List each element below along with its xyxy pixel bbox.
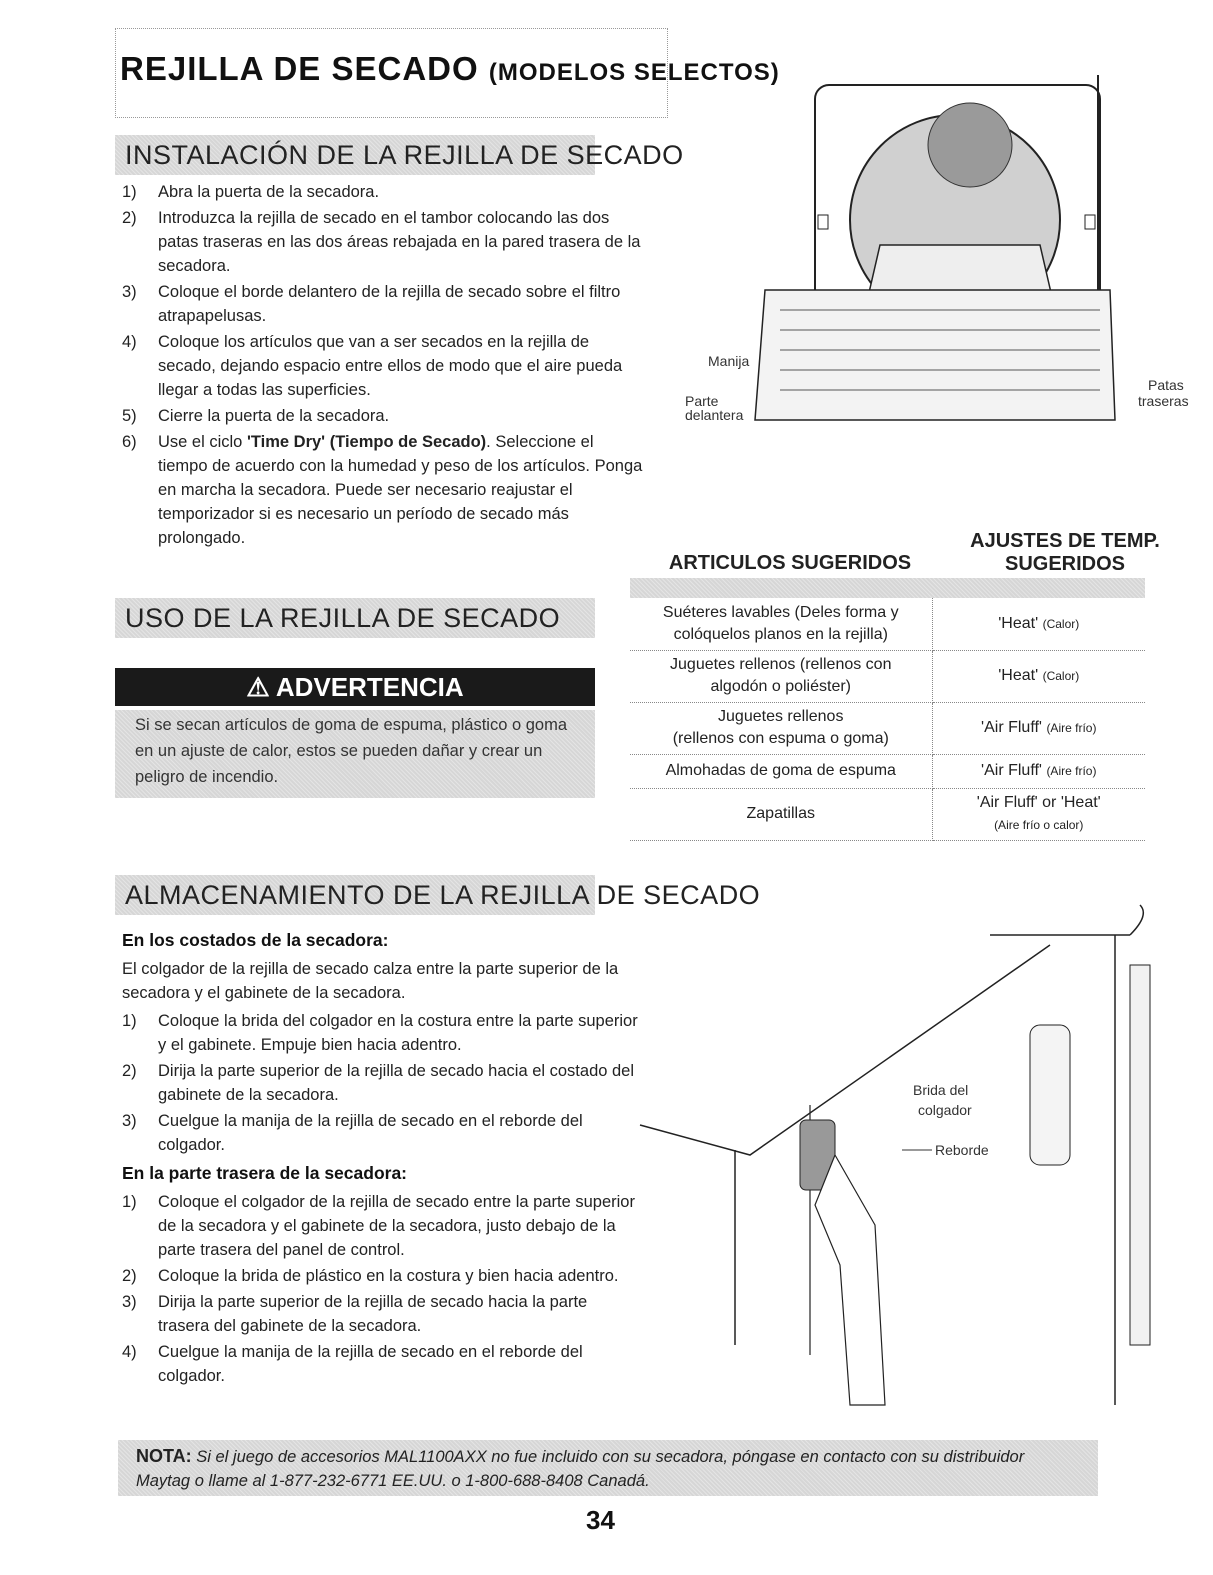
installation-step-5: 5) Cierre la puerta de la secadora. — [122, 407, 390, 425]
suggestions-table — [630, 598, 1145, 841]
installation-step-6: 6) Use el ciclo 'Time Dry' (Tiempo de Secado). Seleccione el tiempo de acuerdo con la humedad y peso de los artículos. Ponga en marcha la secadora. Puede ser necesario reajustar el temporizador si es necesario un período de secado más prolongado. — [122, 433, 643, 547]
table-header-temp: AJUSTES DE TEMP. SUGERIDOS — [970, 530, 1160, 575]
back-step-1: 1) Coloque el colgador de la rejilla de secado entre la parte superior de la secadora y el gabinete de la secadora, justo debajo de la parte trasera del panel de control. — [122, 1193, 635, 1259]
label-flange-2: colgador — [918, 1102, 972, 1118]
table-header-items: ARTICULOS SUGERIDOS — [668, 552, 912, 574]
label-front-2: delantera — [685, 407, 744, 423]
installation-step-2: 2) Introduzca la rejilla de secado en el tambor colocando las dos patas traseras en las dos áreas rebajada en la pared trasera de la secadora. — [122, 209, 641, 275]
warning-banner: ⚠ ADVERTENCIA — [115, 668, 595, 706]
page-number: 34 — [586, 1505, 615, 1535]
label-handle: Manija — [708, 353, 750, 369]
page-title: REJILLA DE SECADO (MODELOS SELECTOS) — [120, 50, 780, 87]
installation-step-4: 4) Coloque los artículos que van a ser secados en la rejilla de secado, dejando espacio entre ellos de modo que el aire pueda llegar a todas las superficies. — [122, 333, 623, 399]
sides-step-3: 3) Cuelgue la manija de la rejilla de secado en el reborde del colgador. — [122, 1112, 583, 1154]
dryer-rack-illustration — [685, 70, 1210, 470]
installation-heading: INSTALACIÓN DE LA REJILLA DE SECADO — [115, 135, 595, 175]
hanger-illustration — [640, 905, 1200, 1410]
label-legs-2: traseras — [1138, 393, 1189, 409]
label-lip: Reborde — [935, 1142, 989, 1158]
table-row: Zapatillas 'Air Fluff' or 'Heat' (Aire frío o calor) — [630, 788, 1145, 840]
label-flange: Brida del — [913, 1082, 969, 1098]
back-title: En la parte trasera de la secadora: — [122, 1163, 407, 1183]
installation-step-3: 3) Coloque el borde delantero de la rejilla de secado sobre el filtro atrapapelusas. — [122, 283, 621, 325]
label-legs: Patas — [1148, 377, 1184, 393]
label-front: Parte — [685, 393, 719, 409]
table-row: Juguetes rellenos (rellenos con espuma o goma) 'Air Fluff' (Aire frío) — [630, 702, 1145, 754]
table-row: Almohadas de goma de espuma 'Air Fluff' (Aire frío) — [630, 754, 1145, 788]
table-row: Suéteres lavables (Deles forma y colóquelos planos en la rejilla) 'Heat' (Calor) — [630, 598, 1145, 650]
note-box: NOTA: Si el juego de accesorios MAL1100AXX no fue incluido con su secadora, póngase en contacto con su distribuidor Maytag o llame al 1-877-232-6771 EE.UU. o 1-800-688-8408 Canadá. — [118, 1440, 1098, 1496]
installation-step-1: 1) Abra la puerta de la secadora. — [122, 183, 380, 201]
storage-heading: ALMACENAMIENTO DE LA REJILLA DE SECADO — [115, 875, 595, 915]
back-step-4: 4) Cuelgue la manija de la rejilla de secado en el reborde del colgador. — [122, 1343, 583, 1385]
warning-triangle-icon: ⚠ — [246, 672, 270, 702]
table-row: Juguetes rellenos (rellenos con algodón o poliéster) 'Heat' (Calor) — [630, 650, 1145, 702]
storage-text — [122, 930, 642, 1390]
installation-steps — [118, 180, 646, 552]
sides-step-2: 2) Dirija la parte superior de la rejilla de secado hacia el costado del gabinete de la secadora. — [122, 1062, 635, 1104]
sides-intro: El colgador de la rejilla de secado calza entre la parte superior de la secadora y el gabinete de la secadora. — [122, 960, 619, 1002]
back-step-2: 2) Coloque la brida de plástico en la costura y bien hacia adentro. — [122, 1267, 619, 1285]
usage-heading: USO DE LA REJILLA DE SECADO — [115, 598, 595, 638]
warning-text: Si se secan artículos de goma de espuma, plástico o goma en un ajuste de calor, estos se pueden dañar y crear un peligro de incendio. — [115, 710, 595, 798]
sides-title: En los costados de la secadora: — [122, 930, 389, 950]
back-step-3: 3) Dirija la parte superior de la rejilla de secado hacia la parte trasera del gabinete de la secadora. — [122, 1293, 588, 1335]
table-top-band — [630, 578, 1145, 598]
sides-step-1: 1) Coloque la brida del colgador en la costura entre la parte superior y el gabinete. Empuje bien hacia adentro. — [122, 1012, 638, 1054]
